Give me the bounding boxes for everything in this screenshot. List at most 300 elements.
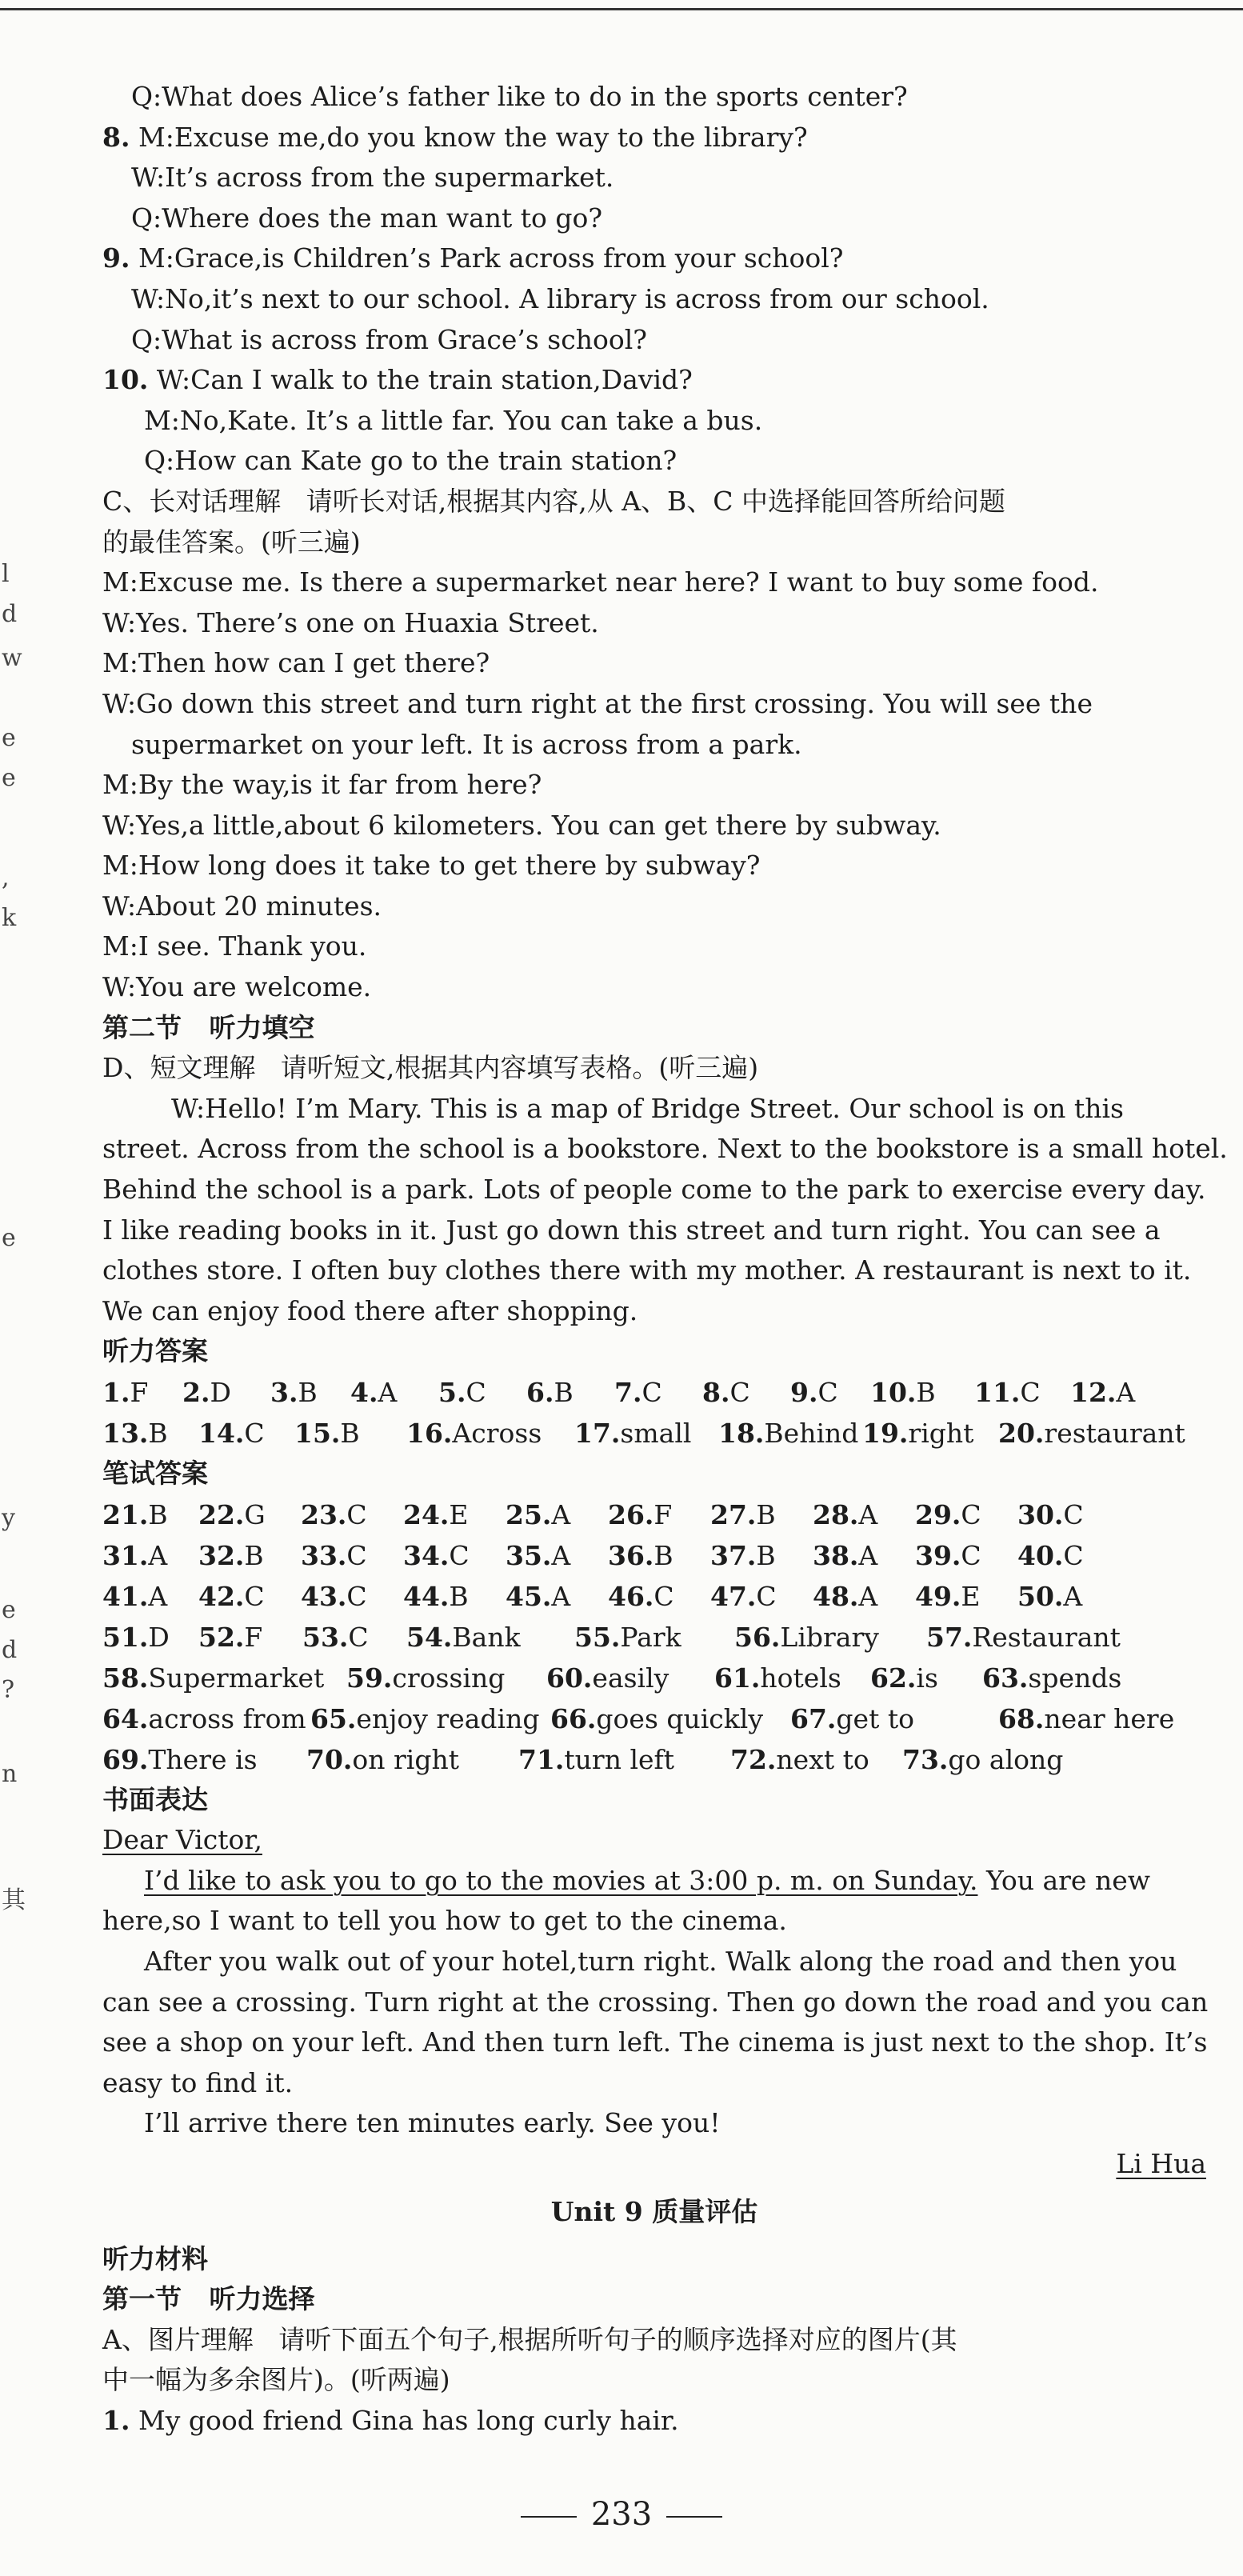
letter-paragraph-3: I’ll arrive there ten minutes early. See you! — [144, 2107, 721, 2139]
answer-number: 39. — [915, 1539, 961, 1571]
answer-number: 67. — [790, 1702, 837, 1734]
margin-fragment: e — [2, 724, 16, 752]
answer-item — [102, 1698, 306, 1739]
script-line — [102, 1250, 1206, 1291]
answer-item — [790, 1698, 914, 1739]
item-number: 8. — [102, 121, 130, 153]
answer-value: E — [449, 1498, 469, 1530]
answer-value: Library — [780, 1621, 879, 1653]
answer-item — [870, 1372, 936, 1413]
answer-number: 17. — [574, 1418, 621, 1449]
answer-value: C — [346, 1580, 367, 1612]
answer-value: C — [641, 1377, 662, 1408]
script-line — [102, 1210, 1206, 1251]
script-line — [102, 1048, 1206, 1089]
answer-value: B — [756, 1498, 776, 1530]
margin-fragment: e — [2, 764, 16, 792]
answer-item — [902, 1739, 1063, 1780]
line-text: Q:Where does the man want to go? — [131, 202, 603, 234]
answer-value: Behind — [764, 1418, 859, 1449]
answer-number: 73. — [902, 1743, 949, 1775]
line-text: M:No,Kate. It’s a little far. You can take a bus. — [144, 404, 763, 436]
answer-item — [403, 1576, 469, 1617]
answer-value: B — [756, 1539, 776, 1571]
dash-right — [666, 2516, 722, 2518]
line-text: clothes store. I often buy clothes there with my mother. A restaurant is next to it. — [102, 1254, 1192, 1286]
answer-item — [406, 1617, 521, 1658]
instruction-a-line1: A、图片理解 请听下面五个句子,根据所听句子的顺序选择对应的图片(其 — [102, 2323, 957, 2355]
answer-item — [306, 1739, 459, 1780]
answer-number: 9. — [790, 1377, 818, 1408]
letter-p2-line: After you walk out of your hotel,turn right. Walk along the road and then you — [144, 1945, 1177, 1977]
line-text: 第二节 听力填空 — [102, 1011, 315, 1043]
answer-number: 43. — [301, 1580, 347, 1612]
answer-number: 46. — [608, 1580, 654, 1612]
answer-value: enjoy reading — [356, 1702, 540, 1734]
answer-number: 59. — [346, 1662, 393, 1694]
answer-item — [102, 1576, 167, 1617]
answer-value: is — [916, 1662, 938, 1694]
answer-item — [998, 1413, 1185, 1454]
answer-value: small — [620, 1418, 692, 1449]
letter-greeting: Dear Victor, — [102, 1824, 262, 1856]
writing-heading: 书面表达 — [102, 1783, 208, 1815]
line-text: W:Hello! I’m Mary. This is a map of Bridge Street. Our school is on this — [171, 1092, 1124, 1124]
answer-value: A — [551, 1498, 571, 1530]
answer-value: B — [244, 1539, 264, 1571]
answer-value: A — [551, 1539, 571, 1571]
answer-number: 64. — [102, 1702, 149, 1734]
answer-item — [550, 1698, 763, 1739]
script-line — [102, 1291, 1206, 1332]
line-text: supermarket on your left. It is across from a park. — [131, 728, 802, 760]
answer-value: hotels — [760, 1662, 841, 1694]
answer-item — [1017, 1576, 1082, 1617]
answer-item — [1070, 1372, 1135, 1413]
answer-value: C — [346, 1539, 367, 1571]
answer-item — [198, 1576, 265, 1617]
line-text: M:How long does it take to get there by subway? — [102, 850, 761, 882]
answer-value: A — [551, 1580, 571, 1612]
answer-item — [406, 1413, 542, 1454]
answer-value: B — [449, 1580, 469, 1612]
letter-p2-line: easy to find it. — [102, 2066, 294, 2098]
answer-value: B — [554, 1377, 574, 1408]
answer-row — [102, 1494, 1206, 1535]
answer-number: 35. — [506, 1539, 552, 1571]
answer-item — [915, 1576, 981, 1617]
listening-material-heading: 听力材料 — [102, 2242, 208, 2274]
answer-value: A — [1116, 1377, 1136, 1408]
answer-value: B — [148, 1418, 168, 1449]
answer-row — [102, 1576, 1206, 1617]
answer-row — [102, 1372, 1206, 1413]
answer-item — [608, 1494, 672, 1535]
margin-fragment: d — [2, 600, 18, 628]
answer-number: 30. — [1017, 1498, 1064, 1530]
answer-number: 51. — [102, 1621, 149, 1653]
answer-row — [102, 1739, 1206, 1780]
line-text: W:It’s across from the supermarket. — [131, 162, 614, 194]
unit-title: Unit 9 质量评估 — [550, 2195, 758, 2227]
answer-item — [403, 1494, 469, 1535]
item-1-text: My good friend Gina has long curly hair. — [130, 2404, 679, 2436]
answer-value: easily — [592, 1662, 669, 1694]
answer-item — [270, 1372, 318, 1413]
answer-number: 26. — [608, 1498, 654, 1530]
answer-number: 54. — [406, 1621, 453, 1653]
answer-number: 55. — [574, 1621, 621, 1653]
letter-paragraph-1 — [102, 1861, 1206, 1902]
answer-number: 52. — [198, 1621, 245, 1653]
answer-value: F — [653, 1498, 673, 1530]
answer-value: across from — [148, 1702, 306, 1734]
answer-value: C — [466, 1377, 486, 1408]
script-line — [102, 522, 1206, 563]
answer-number: 44. — [403, 1580, 450, 1612]
answer-item — [506, 1576, 570, 1617]
answer-item — [702, 1372, 750, 1413]
listening-script — [102, 77, 1228, 1331]
answer-value: A — [148, 1539, 168, 1571]
item-1-number: 1. — [102, 2404, 130, 2436]
answer-value: C — [244, 1418, 265, 1449]
answer-item — [102, 1617, 170, 1658]
answer-value: G — [244, 1498, 266, 1530]
answer-value: C — [961, 1539, 981, 1571]
answer-value: B — [340, 1418, 360, 1449]
answer-item — [506, 1535, 570, 1576]
answer-item — [310, 1698, 539, 1739]
script-line — [102, 118, 1206, 158]
answer-number: 1. — [102, 1377, 130, 1408]
letter-p2-line: see a shop on your left. And then turn left. The cinema is just next to the shop. It’s — [102, 2026, 1208, 2058]
script-line — [102, 1008, 1206, 1049]
answer-item — [998, 1698, 1174, 1739]
answer-item — [982, 1658, 1121, 1698]
written-answers-heading: 笔试答案 — [102, 1458, 208, 1489]
answer-number: 22. — [198, 1498, 245, 1530]
answer-value: Park — [620, 1621, 681, 1653]
answer-value: F — [130, 1377, 149, 1408]
listening-answers-heading: 听力答案 — [102, 1335, 208, 1367]
answer-value: C — [1063, 1498, 1084, 1530]
answer-number: 38. — [813, 1539, 859, 1571]
line-text: D、短文理解 请听短文,根据其内容填写表格。(听三遍) — [102, 1052, 759, 1084]
answer-value: C — [449, 1539, 470, 1571]
answer-row — [102, 1535, 1206, 1576]
answer-number: 6. — [526, 1377, 554, 1408]
answer-number: 18. — [718, 1418, 765, 1449]
line-text: C、长对话理解 请听长对话,根据其内容,从 A、B、C 中选择能回答所给问题 — [102, 485, 1006, 517]
answer-value: goes quickly — [596, 1702, 763, 1734]
answer-number: 10. — [870, 1377, 917, 1408]
margin-fragment: l — [2, 560, 10, 588]
answer-number: 21. — [102, 1498, 149, 1530]
script-line — [102, 725, 1206, 766]
answer-number: 20. — [998, 1418, 1045, 1449]
answer-item — [710, 1535, 776, 1576]
answer-value: restaurant — [1044, 1418, 1185, 1449]
answer-value: C — [346, 1498, 367, 1530]
script-line — [102, 926, 1206, 967]
answer-number: 40. — [1017, 1539, 1064, 1571]
answer-item — [102, 1739, 258, 1780]
answer-item — [974, 1372, 1041, 1413]
answer-value: on right — [352, 1743, 460, 1775]
line-text: M:By the way,is it far from here? — [102, 769, 542, 801]
answer-value: A — [858, 1498, 878, 1530]
margin-fragment: , — [2, 864, 10, 892]
answer-number: 12. — [1070, 1377, 1117, 1408]
answer-value: C — [653, 1580, 674, 1612]
answer-item — [294, 1413, 360, 1454]
answer-number: 37. — [710, 1539, 757, 1571]
dash-left — [521, 2516, 577, 2518]
answer-number: 57. — [926, 1621, 973, 1653]
answer-number: 31. — [102, 1539, 149, 1571]
answer-value: A — [1063, 1580, 1083, 1612]
answer-value: B — [653, 1539, 673, 1571]
answer-value: B — [298, 1377, 318, 1408]
answer-item — [1017, 1535, 1084, 1576]
answer-number: 68. — [998, 1702, 1045, 1734]
item-1 — [102, 2401, 1206, 2442]
answer-number: 28. — [813, 1498, 859, 1530]
section1-heading: 第一节 听力选择 — [102, 2283, 315, 2315]
line-text: W:About 20 minutes. — [102, 890, 382, 922]
answer-value: There is — [148, 1743, 258, 1775]
answer-number: 32. — [198, 1539, 245, 1571]
answer-value: C — [1020, 1377, 1041, 1408]
script-line — [102, 482, 1206, 522]
line-text: W:You are welcome. — [102, 971, 372, 1003]
answer-number: 24. — [403, 1498, 450, 1530]
answer-item — [518, 1739, 674, 1780]
script-line — [102, 77, 1206, 118]
answer-number: 62. — [870, 1662, 917, 1694]
answer-value: A — [858, 1580, 878, 1612]
answer-item — [734, 1617, 879, 1658]
answer-item — [718, 1413, 858, 1454]
answer-number: 16. — [406, 1418, 453, 1449]
answer-value: Across — [452, 1418, 542, 1449]
answer-number: 53. — [302, 1621, 349, 1653]
answer-number: 42. — [198, 1580, 245, 1612]
item-number: 9. — [102, 242, 130, 274]
answer-value: C — [756, 1580, 777, 1612]
answer-value: C — [348, 1621, 369, 1653]
answer-item — [301, 1494, 367, 1535]
answer-item — [710, 1494, 776, 1535]
margin-fragment: ? — [2, 1676, 15, 1704]
answer-value: go along — [948, 1743, 1064, 1775]
answer-row — [102, 1617, 1206, 1658]
written-answers — [102, 1494, 1206, 1780]
answer-number: 63. — [982, 1662, 1029, 1694]
line-text: W:Yes,a little,about 6 kilometers. You can get there by subway. — [102, 809, 941, 841]
answer-number: 60. — [546, 1662, 593, 1694]
answer-value: B — [148, 1498, 168, 1530]
answer-item — [102, 1494, 168, 1535]
answer-item — [1017, 1494, 1084, 1535]
line-text: W:Can I walk to the train station,David? — [148, 364, 693, 396]
script-line — [102, 1170, 1206, 1210]
margin-fragment: k — [2, 904, 17, 932]
answer-number: 3. — [270, 1377, 298, 1408]
script-line — [102, 198, 1206, 239]
line-text: W:No,it’s next to our school. A library is across from our school. — [131, 282, 989, 314]
margin-fragment: 其 — [2, 1886, 26, 1914]
answer-number: 69. — [102, 1743, 149, 1775]
answer-value: Restaurant — [972, 1621, 1121, 1653]
answer-value: right — [908, 1418, 974, 1449]
script-line — [102, 886, 1206, 927]
script-line — [102, 1089, 1206, 1130]
script-line — [102, 846, 1206, 886]
answer-number: 56. — [734, 1621, 781, 1653]
margin-fragment: e — [2, 1596, 16, 1624]
answer-item — [301, 1535, 367, 1576]
script-line — [102, 320, 1206, 361]
script-line — [102, 562, 1206, 603]
answer-value: B — [916, 1377, 936, 1408]
answer-value: C — [817, 1377, 838, 1408]
line-text: M:Excuse me. Is there a supermarket near here? I want to buy some food. — [102, 566, 1099, 598]
answer-number: 72. — [730, 1743, 777, 1775]
line-text: M:Grace,is Children’s Park across from your school? — [130, 242, 844, 274]
line-text: W:Yes. There’s one on Huaxia Street. — [102, 606, 599, 638]
answer-value: get to — [836, 1702, 914, 1734]
answer-value: turn left — [564, 1743, 675, 1775]
answer-value: Bank — [452, 1621, 521, 1653]
answer-item — [813, 1576, 877, 1617]
answer-number: 11. — [974, 1377, 1021, 1408]
script-line — [102, 158, 1206, 198]
answer-item — [198, 1494, 266, 1535]
answer-item — [813, 1494, 877, 1535]
answer-item — [302, 1617, 369, 1658]
answer-number: 34. — [403, 1539, 450, 1571]
answer-number: 47. — [710, 1580, 757, 1612]
answer-number: 36. — [608, 1539, 654, 1571]
script-line — [102, 279, 1206, 320]
answer-item — [915, 1494, 981, 1535]
answer-value: D — [210, 1377, 231, 1408]
answer-item — [350, 1372, 397, 1413]
answer-number: 49. — [915, 1580, 961, 1612]
answer-number: 66. — [550, 1702, 597, 1734]
answer-number: 65. — [310, 1702, 357, 1734]
instruction-a-line2: 中一幅为多余图片)。(听两遍) — [102, 2364, 450, 2396]
answer-item — [301, 1576, 367, 1617]
line-text: M:Excuse me,do you know the way to the library? — [130, 121, 808, 153]
letter-p2-line: can see a crossing. Turn right at the crossing. Then go down the road and you can — [102, 1986, 1209, 2018]
letter-p1-line2: here,so I want to tell you how to get to the cinema. — [102, 1905, 787, 1937]
answer-number: 70. — [306, 1743, 353, 1775]
answer-item — [102, 1372, 148, 1413]
answer-row — [102, 1413, 1206, 1454]
letter-underlined-sentence: I’d like to ask you to go to the movies at 3:00 p. m. on Sunday. — [144, 1864, 978, 1896]
answer-item — [198, 1617, 262, 1658]
answer-value: A — [148, 1580, 168, 1612]
answer-item — [546, 1658, 669, 1698]
line-text: Behind the school is a park. Lots of people come to the park to exercise every day. — [102, 1174, 1206, 1206]
answer-value: spends — [1028, 1662, 1122, 1694]
line-text: street. Across from the school is a bookstore. Next to the bookstore is a small hotel. — [102, 1133, 1228, 1165]
answer-value: crossing — [392, 1662, 506, 1694]
answer-number: 45. — [506, 1580, 552, 1612]
answer-value: A — [378, 1377, 398, 1408]
answer-number: 48. — [813, 1580, 859, 1612]
answer-number: 15. — [294, 1418, 341, 1449]
margin-fragment: n — [2, 1760, 18, 1788]
answer-item — [102, 1413, 168, 1454]
answer-number: 13. — [102, 1418, 149, 1449]
answer-item — [438, 1372, 486, 1413]
answer-item — [915, 1535, 981, 1576]
answer-item — [730, 1739, 869, 1780]
script-line — [102, 967, 1206, 1008]
answer-item — [346, 1658, 505, 1698]
margin-fragment: y — [2, 1504, 15, 1532]
line-text: I like reading books in it. Just go down this street and turn right. You can see a — [102, 1214, 1161, 1246]
script-line — [102, 1129, 1228, 1170]
answer-number: 27. — [710, 1498, 757, 1530]
line-text: M:Then how can I get there? — [102, 647, 490, 679]
letter-signature: Li Hua — [1116, 2147, 1206, 2179]
answer-item — [574, 1413, 691, 1454]
item-number: 10. — [102, 364, 149, 396]
script-line — [102, 765, 1206, 806]
answer-item — [608, 1576, 674, 1617]
answer-number: 23. — [301, 1498, 347, 1530]
script-line — [102, 360, 1206, 401]
top-rule — [0, 8, 1243, 10]
margin-fragment: d — [2, 1636, 18, 1664]
answer-number: 61. — [714, 1662, 761, 1694]
script-line — [102, 441, 1206, 482]
answer-number: 7. — [614, 1377, 642, 1408]
answer-number: 19. — [862, 1418, 909, 1449]
line-text: We can enjoy food there after shopping. — [102, 1294, 638, 1326]
script-line — [102, 238, 1206, 279]
page-number: 233 — [590, 2496, 653, 2533]
answer-row — [102, 1658, 1206, 1698]
script-line — [102, 603, 1206, 644]
answer-item — [813, 1535, 877, 1576]
answer-number: 25. — [506, 1498, 552, 1530]
line-text: Q:What is across from Grace’s school? — [131, 323, 647, 355]
page-number-footer — [0, 2496, 1243, 2533]
script-line — [102, 401, 1206, 442]
line-text: 的最佳答案。(听三遍) — [102, 526, 361, 558]
answer-item — [198, 1413, 265, 1454]
letter-paragraph-2 — [102, 1942, 1209, 2103]
line-text: M:I see. Thank you. — [102, 930, 367, 962]
answer-number: 33. — [301, 1539, 347, 1571]
answer-number: 14. — [198, 1418, 245, 1449]
answer-item — [506, 1494, 570, 1535]
answer-value: near here — [1044, 1702, 1175, 1734]
listening-answers — [102, 1372, 1206, 1454]
answer-number: 4. — [350, 1377, 378, 1408]
answer-value: E — [961, 1580, 981, 1612]
answer-item — [608, 1535, 673, 1576]
answer-value: C — [961, 1498, 981, 1530]
answer-item — [102, 1658, 324, 1698]
answer-value: C — [729, 1377, 750, 1408]
